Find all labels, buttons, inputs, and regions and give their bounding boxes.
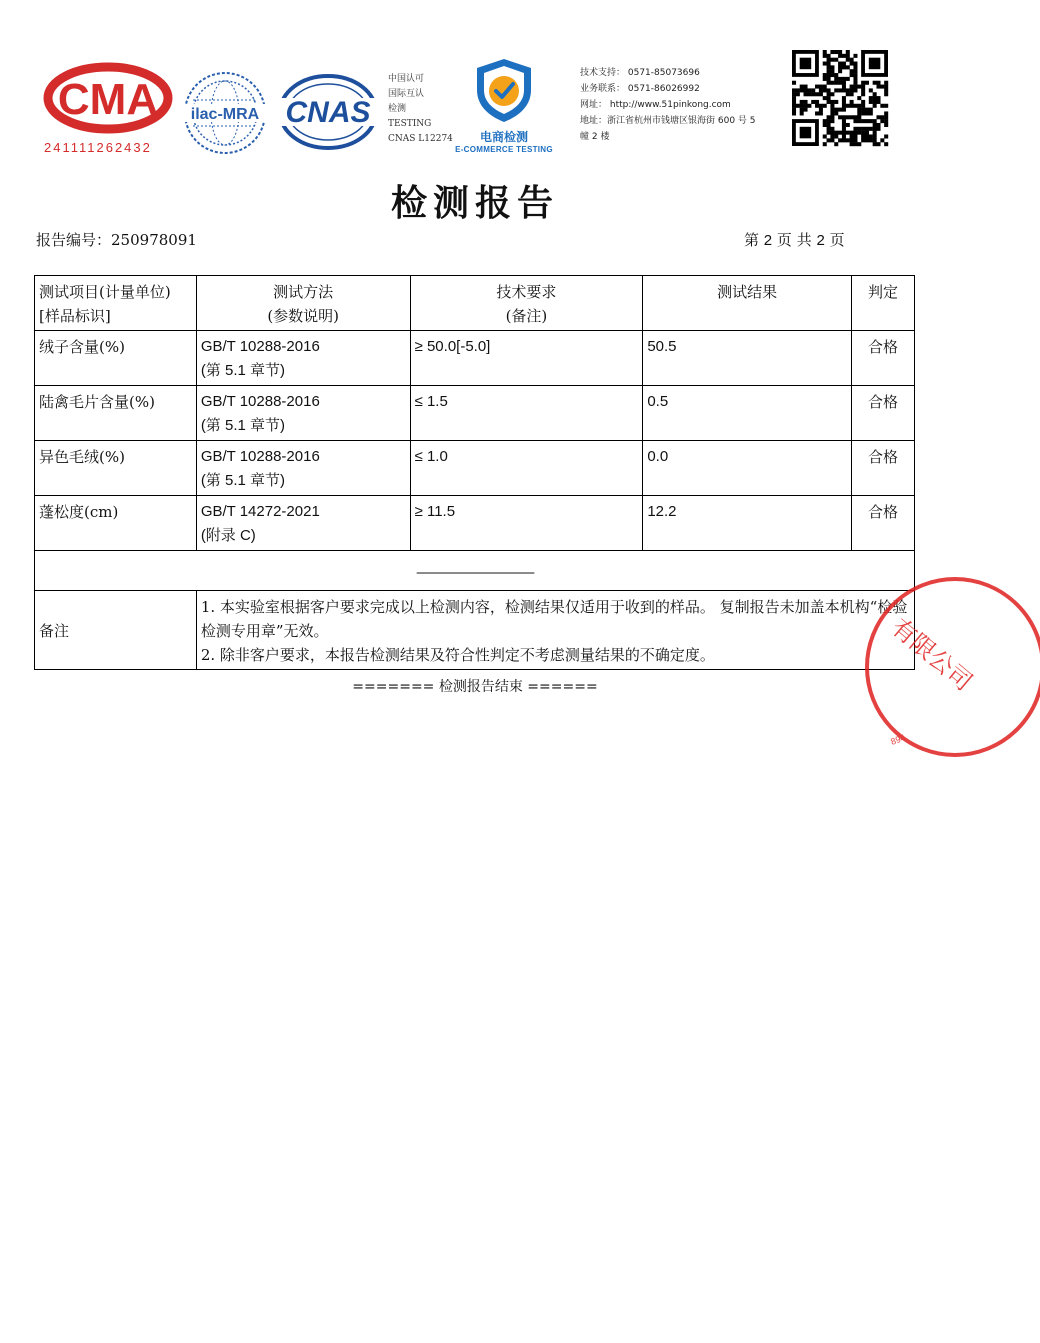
address-line: 幢 2 楼: [580, 132, 610, 142]
method-section: (第 5.1 章节): [200, 417, 285, 434]
header-method: [196, 276, 410, 331]
ilac-globe-icon: [182, 70, 268, 156]
cell-result: 0.5: [643, 386, 852, 441]
report-end-marker: ======= 检测报告结束 ======: [352, 679, 598, 695]
method-standard: GB/T 10288-2016: [200, 338, 320, 355]
cnas-side-line: 中国认可: [388, 74, 425, 84]
seal-code: 894: [889, 732, 907, 747]
cell-method: [196, 386, 410, 441]
report-number: [36, 229, 197, 250]
cnas-logo: [276, 72, 380, 152]
cell-requirement: ≥ 11.5: [410, 496, 643, 551]
qr-code-icon: [792, 50, 888, 146]
ecommerce-cn-label: 电商检测: [479, 130, 528, 144]
cell-requirement: ≤ 1.0: [410, 441, 643, 496]
header-item-line2: [样品标识]: [39, 307, 111, 325]
notes-content: [196, 591, 914, 670]
cnas-accreditation-text: [388, 72, 453, 147]
table-row: [35, 441, 915, 496]
cnas-side-line: 国际互认: [388, 89, 425, 99]
method-section: (第 5.1 章节): [200, 472, 285, 489]
cnas-logo-text: CNAS: [285, 96, 371, 129]
cell-judgement: 合格: [852, 496, 915, 551]
contact-info: [580, 65, 780, 145]
page-suffix: 页: [829, 231, 845, 249]
notes-row: [35, 591, 915, 670]
header-requirement-line1: 技术要求: [496, 283, 557, 301]
page-current: 2: [763, 232, 773, 249]
cell-judgement: 合格: [852, 441, 915, 496]
cell-method: [196, 331, 410, 386]
cell-judgement: 合格: [852, 331, 915, 386]
page-prefix: 第: [744, 231, 760, 249]
notes-label: 备注: [35, 591, 197, 670]
cnas-side-line: 检测: [388, 104, 407, 114]
seal-text: 有限公司: [886, 613, 978, 697]
ilac-mra-logo: [182, 70, 268, 156]
ecommerce-testing-logo: [452, 56, 556, 154]
page-total: 2: [816, 232, 825, 249]
website-line: 网址： http://www.51pinkong.com: [580, 100, 731, 110]
page-middle: 页 共: [776, 231, 812, 249]
cell-result: 12.2: [643, 496, 852, 551]
shield-check-icon: [467, 56, 541, 124]
cell-result: 50.5: [643, 331, 852, 386]
page-indicator: [744, 229, 845, 250]
cma-logo: [44, 62, 172, 157]
method-standard: GB/T 10288-2016: [200, 393, 320, 410]
cnas-side-line: CNAS L12274: [388, 134, 453, 144]
method-standard: GB/T 10288-2016: [200, 448, 320, 465]
method-section: (第 5.1 章节): [200, 362, 285, 379]
cnas-side-line: TESTING: [388, 119, 432, 129]
header-judgement: 判定: [852, 276, 915, 331]
table-row: [35, 386, 915, 441]
header-item: [35, 276, 197, 331]
table-row: [35, 331, 915, 386]
header-requirement: [410, 276, 643, 331]
separator-row: [35, 551, 915, 591]
address-line: 地址：浙江省杭州市钱塘区银海街 600 号 5: [580, 116, 756, 126]
header-item-line1: 测试项目(计量单位): [39, 283, 171, 301]
cell-method: [196, 441, 410, 496]
cma-letters: CMA: [57, 75, 159, 124]
method-standard: GB/T 14272-2021: [200, 503, 320, 520]
company-seal: [860, 575, 978, 765]
cnas-mark-icon: [276, 72, 380, 152]
cell-item: 异色毛绒(%): [35, 441, 197, 496]
ecommerce-en-label: E-COMMERCE TESTING: [455, 145, 553, 154]
seal-stamp-icon: [860, 575, 1040, 765]
cell-item: 绒子含量(%): [35, 331, 197, 386]
business-contact-line: 业务联系： 0571-86026992: [580, 84, 700, 94]
header-method-line1: 测试方法: [273, 283, 334, 301]
header-result: 测试结果: [643, 276, 852, 331]
cma-certificate-code: 241111262432: [44, 140, 152, 155]
test-results-table: [34, 275, 915, 670]
ilac-text: ilac-MRA: [190, 106, 260, 123]
header-requirement-line2: (备注): [505, 307, 548, 325]
report-number-label: 报告编号：: [36, 231, 112, 249]
qr-code[interactable]: [792, 50, 888, 146]
method-section: (附录 C): [200, 527, 256, 544]
tech-support-line: 技术支持： 0571-85073696: [580, 68, 700, 78]
cell-requirement: ≥ 50.0[-5.0]: [410, 331, 643, 386]
report-title: 检测报告: [390, 183, 559, 224]
cell-item: 蓬松度(cm): [35, 496, 197, 551]
note-item: 1. 本实验室根据客户要求完成以上检测内容，检测结果仅适用于收到的样品。 复制报告未加盖本机构“检验检测专用章”无效。: [200, 598, 908, 640]
report-number-value: 250978091: [111, 231, 197, 249]
cma-mark-icon: [44, 62, 172, 134]
table-row: [35, 496, 915, 551]
note-item: 2. 除非客户要求，本报告检测结果及符合性判定不考虑测量结果的不确定度。: [200, 646, 715, 664]
separator-line: —————————: [35, 551, 915, 591]
cell-method: [196, 496, 410, 551]
cell-judgement: 合格: [852, 386, 915, 441]
cell-item: 陆禽毛片含量(%): [35, 386, 197, 441]
cell-requirement: ≤ 1.5: [410, 386, 643, 441]
cell-result: 0.0: [643, 441, 852, 496]
header-method-line2: (参数说明): [267, 307, 340, 325]
table-header-row: [35, 276, 915, 331]
